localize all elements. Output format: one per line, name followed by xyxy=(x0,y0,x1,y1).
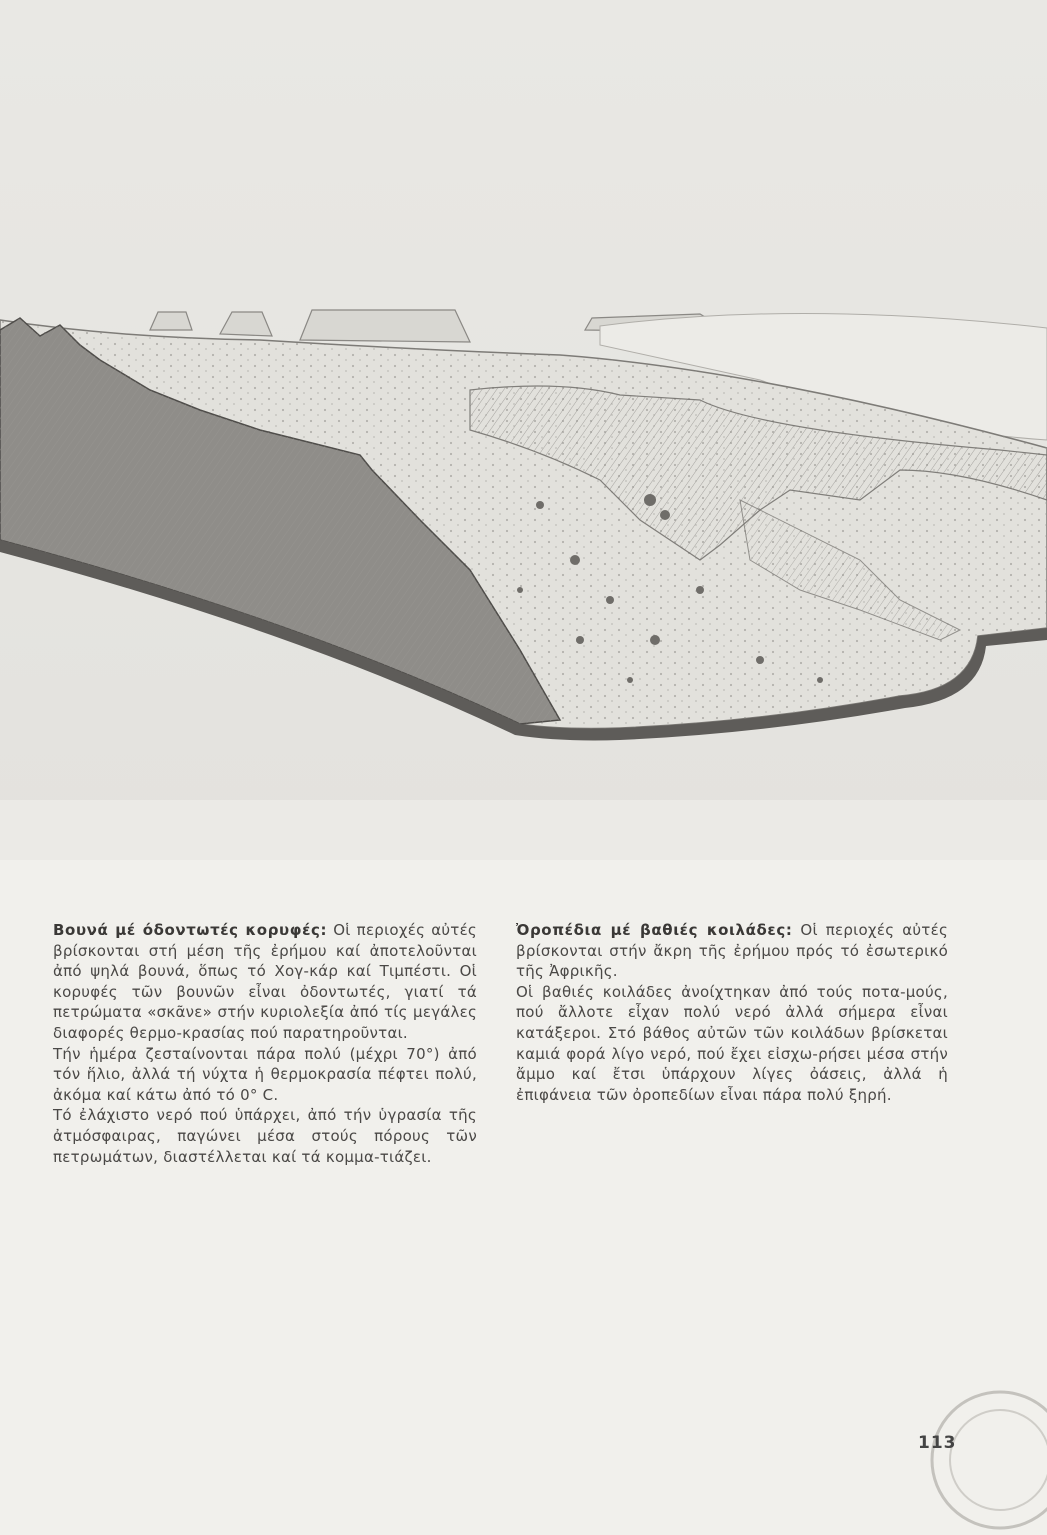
left-paragraph-1-text: Οἱ περιοχές αὐτές βρίσκονται στή μέση τῆς ἐρήμου καί ἀποτελοῦνται ἀπό ψηλά βουνά, ὅπως τό Χογ-κάρ καί Τιμπέστι. Οἱ κορυφές τῶν βουνῶν εἶναι ὀδοντωτές, γιατί τά πετρώματα «σκᾶνε» στήν κυριολεξία ἀπό τίς μεγάλες διαφορές θερμο-κρασίας πού παρατηροῦνται. xyxy=(53,921,477,1042)
right-heading: Ὀροπέδια μέ βαθιές κοιλάδες: xyxy=(516,921,793,939)
library-stamp xyxy=(925,1385,1047,1535)
right-column xyxy=(516,920,948,1105)
left-column xyxy=(53,920,477,1167)
right-paragraph-2: Οἱ βαθιές κοιλάδες ἀνοίχτηκαν ἀπό τούς ποτα-μούς, πού ἄλλοτε εἶχαν πολύ νερό ἀλλά σήμερα εἶναι κατάξεροι. Στό βάθος αὐτῶν τῶν κοιλάδων βρίσκεται καμιά φορά λίγο νερό, πού ἔχει εἰσχω-ρήσει μέσα στήν ἄμμο καί ἔτσι ὑπάρχουν λίγες ὀάσεις, ἀλλά ἡ ἐπιφάνεια τῶν ὀροπεδίων εἶναι πάρα πολύ ξηρή. xyxy=(516,982,948,1104)
left-heading: Βουνά μέ όδοντωτές κορυφές: xyxy=(53,921,328,939)
left-paragraph-2: Τήν ἡμέρα ζεσταίνονται πάρα πολύ (μέχρι 70°) ἀπό τόν ἥλιο, ἀλλά τή νύχτα ἡ θερμοκρασία πέφτει πολύ, ἀκόμα καί κάτω ἀπό τό 0° C. xyxy=(53,1044,477,1104)
page-number: 113 xyxy=(918,1433,957,1453)
left-paragraph-1 xyxy=(53,920,477,1044)
right-paragraph-1 xyxy=(516,920,948,982)
right-paragraph-1-text: Οἱ περιοχές αὐτές βρίσκονται στήν ἄκρη τῆς ἐρήμου πρός τό ἐσωτερικό τῆς Ἀφρικῆς. xyxy=(516,921,948,981)
left-paragraph-3: Τό ἐλάχιστο νερό πού ὑπάρχει, ἀπό τήν ὑγρασία τῆς ἀτμόσφαιρας, παγώνει μέσα στούς πόρους τῶν πετρωμάτων, διαστέλλεται καί τά κομμα-τιάζει. xyxy=(53,1106,477,1166)
